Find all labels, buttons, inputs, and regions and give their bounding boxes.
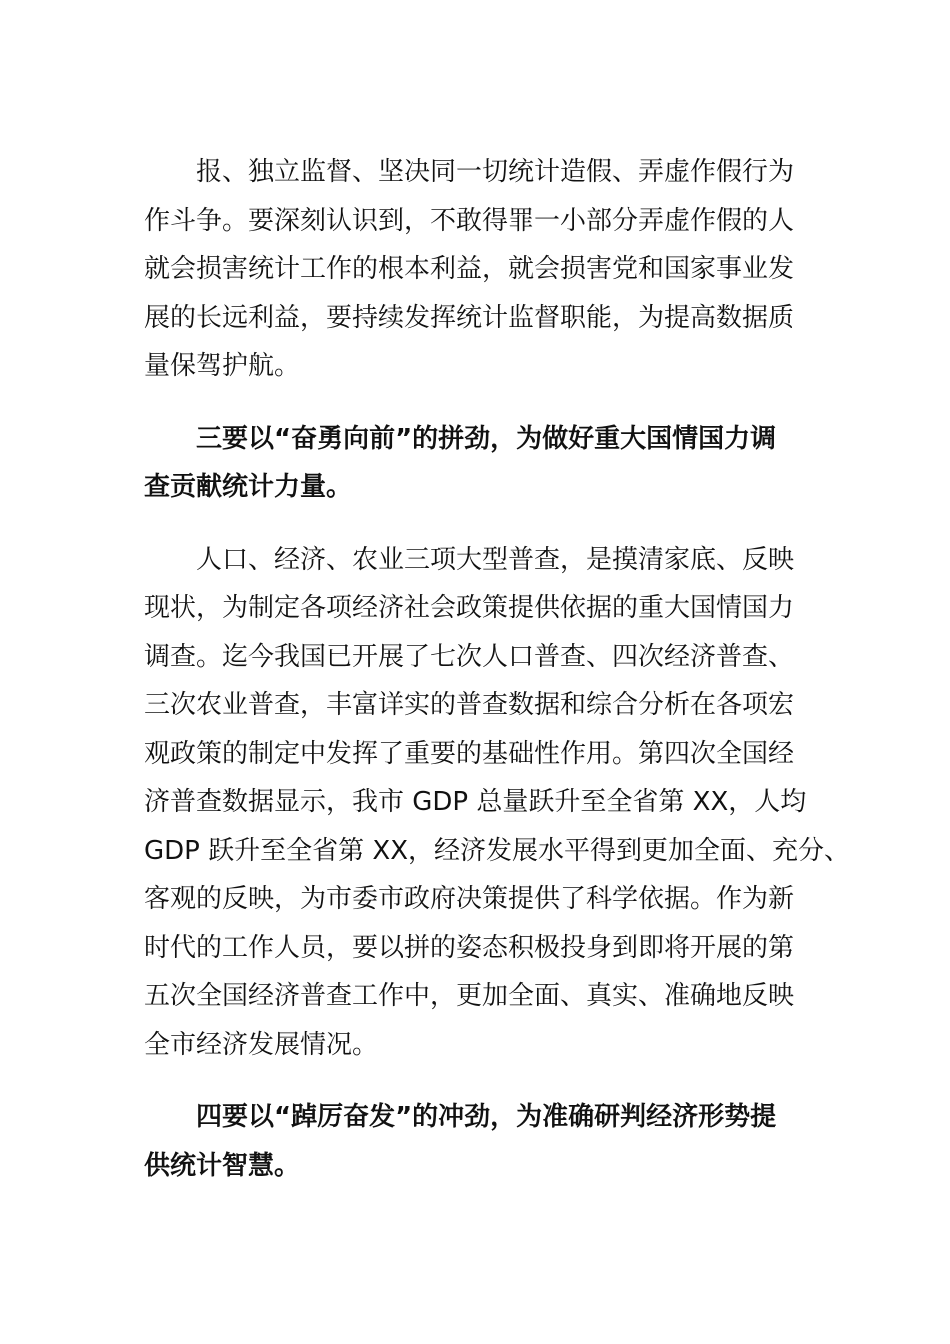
text-line: 现状，为制定各项经济社会政策提供依据的重大国情国力	[144, 593, 795, 623]
heading-line: 查贡献统计力量。	[144, 472, 353, 502]
section-heading-four	[144, 1093, 824, 1190]
text-line: 全市经济发展情况。	[144, 1029, 379, 1060]
text-line: 就会损害统计工作的根本利益，就会损害党和国家事业发	[144, 254, 795, 284]
paragraph-spacer	[144, 512, 824, 536]
text-line: 客观的反映，为市委市政府决策提供了科学依据。作为新	[144, 884, 795, 914]
paragraph-statistics-supervision	[144, 148, 824, 391]
text-line: 调查。迄今我国已开展了七次人口普查、四次经济普查、	[144, 641, 795, 672]
document-body	[144, 148, 850, 1190]
heading-line: 供统计智慧。	[144, 1150, 301, 1181]
paragraph-census	[144, 536, 850, 1070]
text-line: 观政策的制定中发挥了重要的基础性作用。第四次全国经	[144, 738, 795, 769]
section-heading-three	[144, 415, 824, 512]
text-line: 三次农业普查，丰富详实的普查数据和综合分析在各项宏	[144, 690, 795, 720]
text-line: 展的长远利益，要持续发挥统计监督职能，为提高数据质	[144, 302, 795, 333]
text-line: 五次全国经济普查工作中，更加全面、真实、准确地反映	[144, 981, 795, 1011]
text-line: GDP 跃升至全省第 XX，经济发展水平得到更加全面、充分、	[144, 835, 850, 866]
heading-line: 四要以“踔厉奋发”的冲劲，为准确研判经济形势提	[196, 1102, 777, 1132]
heading-line: 三要以“奋勇向前”的拼劲，为做好重大国情国力调	[196, 423, 777, 454]
text-line: 时代的工作人员，要以拼的姿态积极投身到即将开展的第	[144, 932, 795, 963]
text-line: 济普查数据显示，我市 GDP 总量跃升至全省第 XX，人均	[144, 787, 807, 817]
text-line: 人口、经济、农业三项大型普查，是摸清家底、反映	[196, 544, 795, 575]
text-line: 量保驾护航。	[144, 351, 301, 381]
text-line: 作斗争。要深刻认识到，不敢得罪一小部分弄虚作假的人	[144, 205, 795, 236]
paragraph-spacer	[144, 1069, 824, 1093]
paragraph-spacer	[144, 391, 824, 415]
text-line: 报、独立监督、坚决同一切统计造假、弄虚作假行为	[196, 157, 795, 187]
